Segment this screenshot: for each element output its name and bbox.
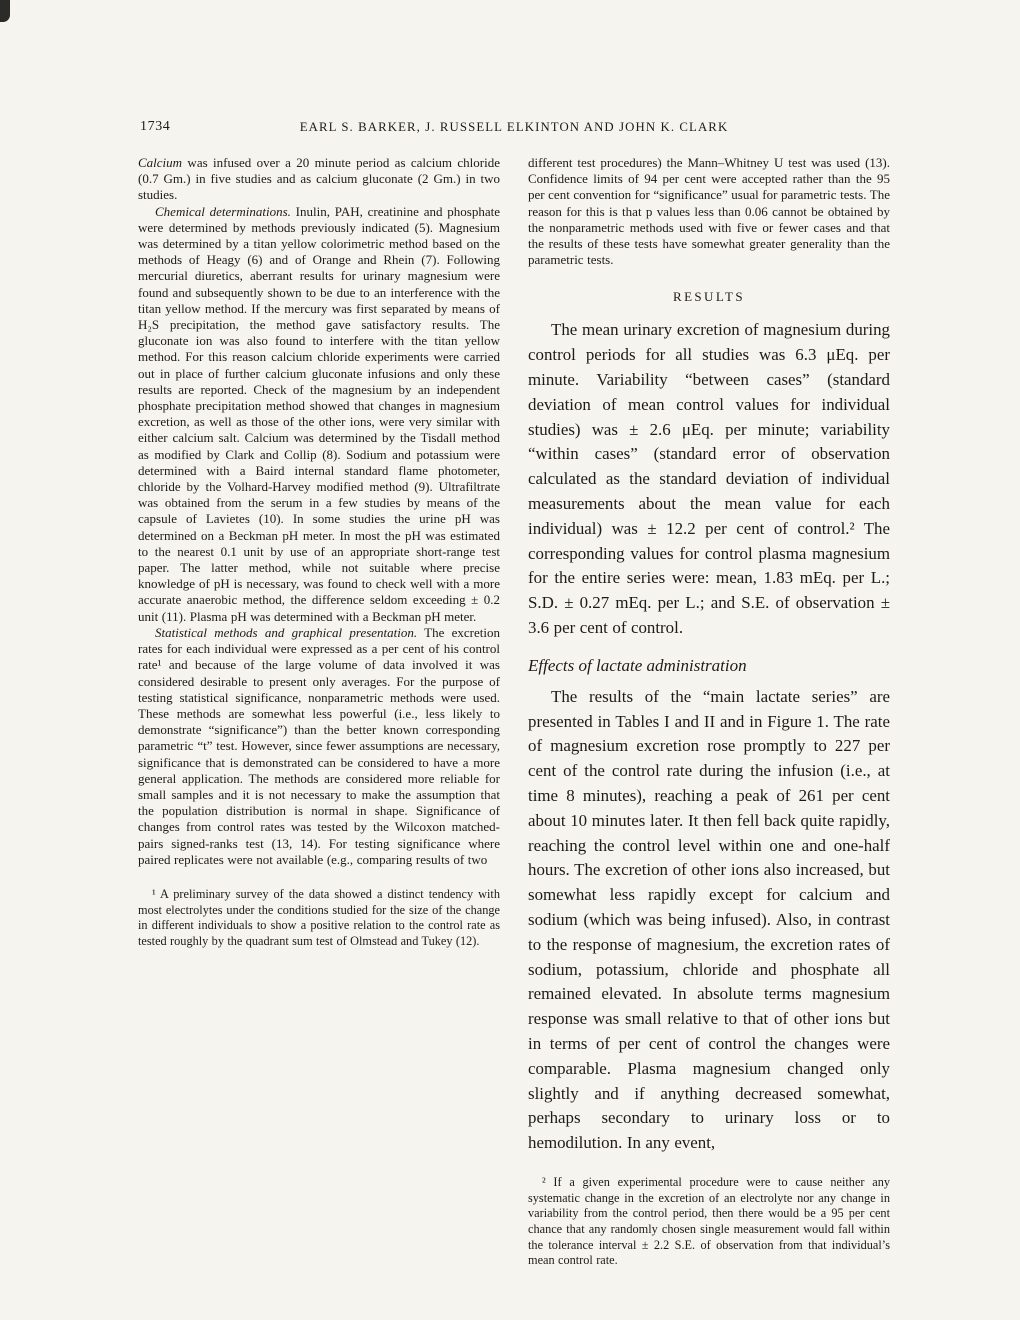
paragraph-results-summary: The mean urinary excretion of magnesium during control periods for all studies was 6.3 μEq. per minute. Variability “between cases” (standard deviation of mean control values for individual studies) was ± 2.6 μEq. per minute; variability “within cases” (standard error of observation calculated as the standard deviation of individual measurements about the mean value for each individual) was ± 12.2 per cent of control.² The corresponding values for control plasma magnesium for the entire series were: mean, 1.83 mEq. per L.; S.D. ± 0.27 mEq. per L.; and S.E. of observation ± 3.6 per cent of control.	[528, 320, 890, 637]
paragraph-chemical-determinations	[138, 204, 500, 625]
paragraph-lead: Statistical methods and graphical presentation.	[155, 624, 418, 640]
two-column-body	[138, 155, 890, 1269]
paragraph-text: The excretion rates for each individual were expressed as a per cent of his control rate¹ and because of the large volume of data involved it was considered desirable to present only averages. For the purpose of testing statistical significance, nonparametric methods were used. These methods are somewhat less powerful (i.e., less likely to demonstrate “significance”) than the better known corresponding parametric “t” test. However, since fewer assumptions are necessary, significance that is demonstrated can be considered to have a more general application. The methods are considered more reliable for small samples and it is not necessary to make the assumption that the population distribution is normal in shape. Significance of changes from control rates was tested by the Wilcoxon matched-pairs signed-ranks test (13, 14). For testing significance where paired replicates were not available (e.g., comparing results of two	[138, 624, 500, 867]
right-column	[528, 155, 890, 1269]
paragraph-statistical-methods	[138, 625, 500, 868]
scan-artifact	[0, 0, 10, 22]
page-header	[138, 118, 890, 138]
paragraph-lead: Calcium	[138, 155, 183, 170]
paragraph-lead: Chemical determinations.	[155, 203, 291, 219]
footnote-1: ¹ A preliminary survey of the data showed a distinct tendency with most electrolytes under the conditions studied for the size of the change in different individuals to show a positive relation to the control rate as tested roughly by the quadrant sum test of Olmstead and Tukey (12).	[138, 886, 500, 949]
paragraph-methods-continued: different test procedures) the Mann–Whitney U test was used (13). Confidence limits of 94 per cent were accepted rather than the 95 per cent convention for “significance” usual for parametric tests. The reason for this is that p values less than 0.06 cannot be obtained by the nonparametric methods used with five or fewer cases and that the results of these tests have somewhat greater generality than the parametric tests.	[528, 155, 890, 268]
paragraph-calcium-infusion	[138, 155, 500, 204]
running-head: EARL S. BARKER, J. RUSSELL ELKINTON AND JOHN K. CLARK	[299, 120, 729, 134]
left-column	[138, 155, 500, 950]
paragraph-text: Inulin, PAH, creatinine and phosphate were determined by methods previously indicated (5). Magnesium was determined by a titan yellow colorimetric method based on the methods of Heagy (6) and of Orange and Rhein (7). Following mercurial diuretics, aberrant results for urinary magnesium were found and subsequently shown to be due to an interference with the titan yellow method. If the mercury was first separated by means of H₂S precipitation, the method gave satisfactory results. The gluconate ion was also found to interfere with the titan yellow method. For this reason calcium chloride experiments were carried out in place of further calcium gluconate infusions and only these results are reported. Check of the magnesium by an independent phosphate precipitation method showed that changes in magnesium excretion, as well as those of the other ions, were very similar with either calcium salt. Calcium was determined by the Tisdall method as modified by Clark and Collip (8). Sodium and potassium were determined with a Baird internal standard flame photometer, chloride by the Volhard-Harvey modified method (9). Ultrafiltrate was obtained from the serum in a few studies by means of the capsule of Lavietes (10). In some studies the urine pH was determined on a Beckman pH meter. In most the pH was estimated to the nearest 0.1 unit by use of an appropriate short-range test paper. The latter method, while not suitable where precise knowledge of pH is necessary, was found to check well with a more accurate anaerobic method, the difference seldom exceeding ± 0.2 unit (11). Plasma pH was determined with a Beckman pH meter.	[138, 203, 500, 624]
paragraph-lactate-results: The results of the “main lactate series” are presented in Tables I and II and in Figure 1. The rate of magnesium excretion rose promptly to 227 per cent of the control rate during the infusion (i.e., at time 8 minutes), reaching a peak of 261 per cent about 10 minutes later. It then fell back quite rapidly, reaching the control level within one and one-half hours. The excretion of other ions also increased, but somewhat less rapidly except for calcium and sodium (which was being infused). Also, in contrast to the response of magnesium, the excretion rates of sodium, potassium, chloride and phosphate all remained elevated. In absolute terms magnesium response was small relative to that of other ions but in terms of per cent of control the changes were comparable. Plasma magnesium changed only slightly and if anything decreased somewhat, perhaps secondary to urinary loss or to hemodilution. In any event,	[528, 686, 890, 1153]
subheading-effects-of-lactate: Effects of lactate administration	[528, 655, 747, 675]
results-section-heading: RESULTS	[673, 289, 745, 305]
paragraph-text: was infused over a 20 minute period as calcium chloride (0.7 Gm.) in five studies and as calcium gluconate (2 Gm.) in two studies.	[138, 155, 500, 203]
page-number: 1734	[140, 119, 171, 134]
page-content	[138, 118, 890, 1269]
footnote-2: ² If a given experimental procedure were to cause neither any systematic change in the excretion of an electrolyte nor any change in variability from the control period, then there would be a 95 per cent chance that any randomly chosen single measurement would fall within the tolerance interval ± 2.2 S.E. of observation from that individual’s mean control rate.	[528, 1174, 890, 1268]
